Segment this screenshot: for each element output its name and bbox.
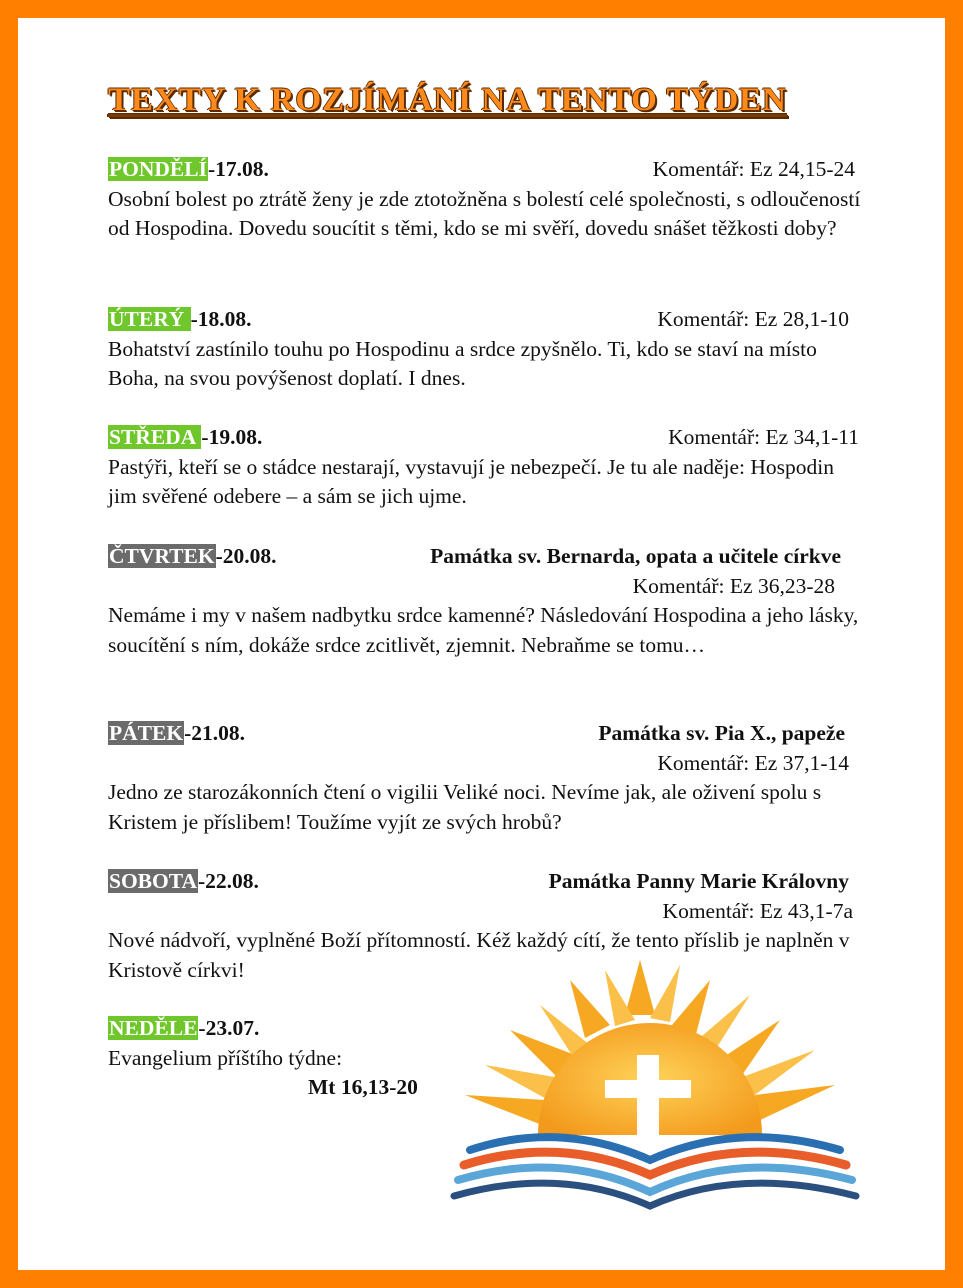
- day-header: [108, 542, 863, 572]
- day-thursday: [108, 542, 863, 660]
- day-date: -19.08.: [201, 425, 263, 449]
- day-date: -17.08.: [207, 157, 269, 181]
- day-label: STŘEDA: [109, 425, 201, 449]
- day-header: [108, 305, 863, 335]
- day-label: ÚTERÝ: [109, 307, 190, 331]
- day-header: [108, 867, 863, 897]
- meditation-text: Evangelium příštího týdne:: [108, 1045, 343, 1070]
- comment-reference: Komentář: Ez 28,1-10: [657, 307, 849, 331]
- memorial-title: Památka sv. Bernarda, opata a učitele církve: [430, 544, 841, 568]
- day-header: [108, 423, 863, 453]
- day-header: [108, 155, 863, 185]
- meditation-text: Pastýři, kteří se o stádce nestarají, vystavují je nebezpečí. Je tu ale naděje: Hospodin jim svěřené odebere – a sám se jich ujme.: [108, 454, 834, 508]
- day-date: -22.08.: [198, 869, 259, 893]
- day-date: -18.08.: [190, 307, 252, 331]
- sun-cross-book-logo: [450, 960, 860, 1210]
- meditation-text: Nemáme i my v našem nadbytku srdce kamenné? Následování Hospodina a jeho lásky, soucítění s ním, dokáže srdce zcitlivět, zjemnit. Nebraňme se tomu…: [108, 603, 859, 657]
- day-friday: [108, 719, 863, 837]
- comment-reference: Komentář: Ez 43,1-7a: [662, 898, 853, 923]
- day-label: SOBOTA: [109, 869, 198, 893]
- page-title: TEXTY K ROZJÍMÁNÍ NA TENTO TÝDEN: [108, 82, 787, 118]
- comment-reference: Komentář: Ez 24,15-24: [652, 157, 855, 181]
- day-tuesday: [108, 305, 863, 394]
- day-label: PÁTEK: [109, 721, 184, 745]
- day-label: PONDĚLÍ: [109, 157, 207, 181]
- meditation-text: Bohatství zastínilo touhu po Hospodinu a srdce zpyšnělo. Ti, kdo se staví na místo Boha, na svou povýšenost doplatí. I dnes.: [108, 336, 817, 390]
- day-date: -23.07.: [198, 1016, 260, 1040]
- memorial-title: Památka Panny Marie Královny: [548, 869, 849, 893]
- memorial-title: Památka sv. Pia X., papeže: [598, 721, 845, 745]
- comment-reference: Komentář: Ez 36,23-28: [632, 573, 835, 598]
- comment-reference: Komentář: Ez 34,1-11: [668, 425, 859, 449]
- day-date: -21.08.: [184, 721, 245, 745]
- day-header: [108, 719, 863, 749]
- day-sunday: [108, 1014, 468, 1103]
- meditation-text: Nové nádvoří, vyplněné Boží přítomností. Kéž každý cítí, že tento příslib je naplněn v Kristově církvi!: [108, 928, 850, 982]
- day-date: -20.08.: [215, 544, 277, 568]
- day-monday: [108, 155, 863, 244]
- meditation-text: Osobní bolest po ztrátě ženy je zde ztotožněna s bolestí celé společnosti, s odloučeností od Hospodina. Dovedu soucítit s těmi, kdo se mi svěří, dovedu snášet těžkosti doby?: [108, 186, 861, 240]
- comment-reference: Komentář: Ez 37,1-14: [657, 750, 849, 775]
- day-label: NEDĚLE: [109, 1016, 198, 1040]
- day-header: [108, 1014, 468, 1044]
- day-wednesday: [108, 423, 863, 512]
- gospel-reference: Mt 16,13-20: [308, 1075, 418, 1099]
- day-label: ČTVRTEK: [109, 544, 215, 568]
- meditation-text: Jedno ze starozákonních čtení o vigilii Veliké noci. Nevíme jak, ale oživení spolu s Kristem je příslibem! Toužíme vyjít ze svých hrobů?: [108, 780, 822, 834]
